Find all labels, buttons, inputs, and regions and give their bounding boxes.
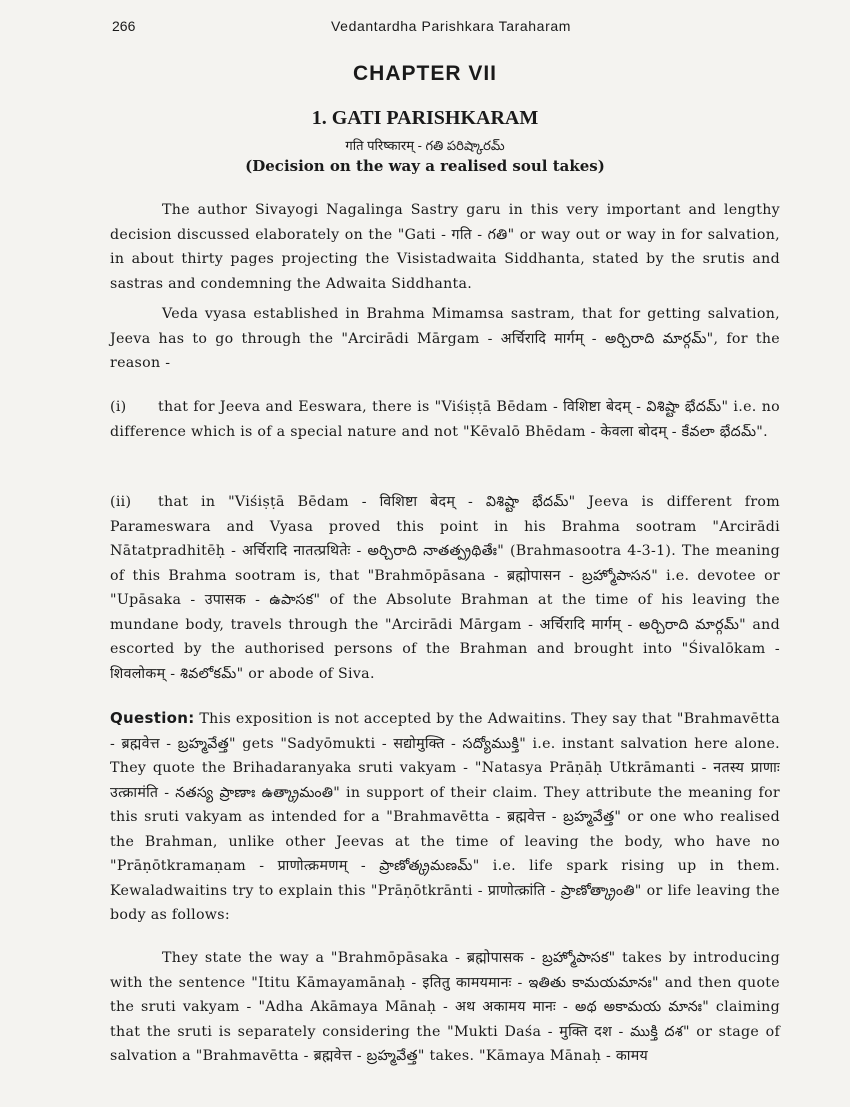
list-item-i-text: that for Jeeva and Eeswara, there is "Viśiṣṭā Bēdam - विशिष्टा बेदम् - విశిష్టా భేదమ్" i.e. no difference which is of a special nature and not "Kēvalō Bhēdam - केवला बोदम् - కేవలా భేదమ్". [110,399,780,440]
section-title-script: गति परिष्कारम् - గతి పరిష్కారమ్ [345,138,505,153]
section-title: 1. GATI PARISHKARAM [311,107,539,129]
list-item-i [110,395,780,444]
paragraph-question [110,706,780,928]
section-subtitle: (Decision on the way a realised soul takes) [245,157,605,175]
paragraph-intro [110,198,780,296]
paragraph-question-text: This exposition is not accepted by the Adwaitins. They say that "Brahmavētta - ब्रह्मवेत्त - బ్రహ్మవేత్త" gets "Sadyōmukti - सद्योमुक्ति - సద్యోముక్తి" i.e. instant salvation here alone. They quote the Brihadaranyaka sruti vakyam - "Natasya Prāṇāḥ Utkrāmanti - नतस्य प्राणाः उत्क्रामंति - నతస్య ప్రాణాః ఉత్క్రామంతి" in support of their claim. They attribute the meaning for this sruti vakyam as intended for a "Brahmavētta - ब्रह्मवेत्त - బ్రహ్మవేత్త" or one who realised the Brahman, unlike other Jeevas at the time of leaving the body, who have no "Prāṇōtkramaṇam - प्राणोत्क्रमणम् - ప్రాణోత్క్రమణమ్" i.e. life spark rising up in them. Kewaladwaitins try to explain this "Prāṇōtkrānti - प्राणोत्क्रांति - ప్రాణోత్క్రాంతి" or life leaving the body as follows: [110,711,780,923]
paragraph-veda-vyasa-text: Veda vyasa established in Brahma Mimamsa sastram, that for getting salvation, Jeeva has to go through the "Arcirādi Mārgam - अर्चिरादि मार्गम् - అర్చిరాది మార్గమ్", for the reason - [110,306,780,371]
paragraph-intro-text: The author Sivayogi Nagalinga Sastry garu in this very important and lengthy decision discussed elaborately on the "Gati - गति - గతి" or way out or way in for salvation, in about thirty pages projecting the Visistadwaita Siddhanta, stated by the srutis and sastras and condemning the Adwaita Siddhanta. [110,202,780,292]
list-item-ii [110,490,780,686]
list-marker-i: (i) [110,399,127,415]
list-item-ii-text: that in "Viśiṣṭā Bēdam - विशिष्टा बेदम् - విశిష్టా భేదమ్" Jeeva is different from Parameswara and Vyasa proved this point in his Brahma sootram "Arcirādi Nātatpradhitēḥ - अर्चिरादि नातत्प्रथितेः - అర్చిరాది నాతత్ప్రథితేః" (Brahmasootra 4-3-1). The meaning of this Brahma sootram is, that "Brahmōpāsana - ब्रह्मोपासन - బ్రహ్మోపాసన" i.e. devotee or "Upāsaka - उपासक - ఉపాసక" of the Absolute Brahman at the time of his leaving the mundane body, travels through the "Arcirādi Mārgam - अर्चिरादि मार्गम् - అర్చిరాది మార్గమ్" and escorted by the authorised persons of the Brahman and brought into "Śivalōkam - शिवलोकम् - శివలోకమ్" or abode of Siva. [110,494,780,682]
book-title: Vedantardha Parishkara Taraharam [331,18,571,34]
paragraph-brahmopasaka [110,946,780,1069]
list-marker-ii: (ii) [110,494,132,510]
question-label: Question: [110,709,195,727]
paragraph-brahmopasaka-text: They state the way a "Brahmōpāsaka - ब्रह्मोपासक - బ్రహ్మోపాసక" takes by introducing with the sentence "Ititu Kāmayamānaḥ - इतितु कामयमानः - ఇతితు కామయమానః" and then quote the sruti vakyam - "Adha Akāmaya Mānaḥ - अथ अकामय मानः - అథ అకామయ మానః" claiming that the sruti is separately considering the "Mukti Daśa - मुक्ति दश - ముక్తి దశ" or stage of salvation a "Brahmavētta - ब्रह्मवेत्त - బ్రహ్మవేత్త" takes. "Kāmaya Mānaḥ - कामय [110,950,780,1064]
chapter-heading: CHAPTER VII [352,62,497,85]
paragraph-veda-vyasa [110,302,780,376]
page-number: 266 [112,18,136,34]
